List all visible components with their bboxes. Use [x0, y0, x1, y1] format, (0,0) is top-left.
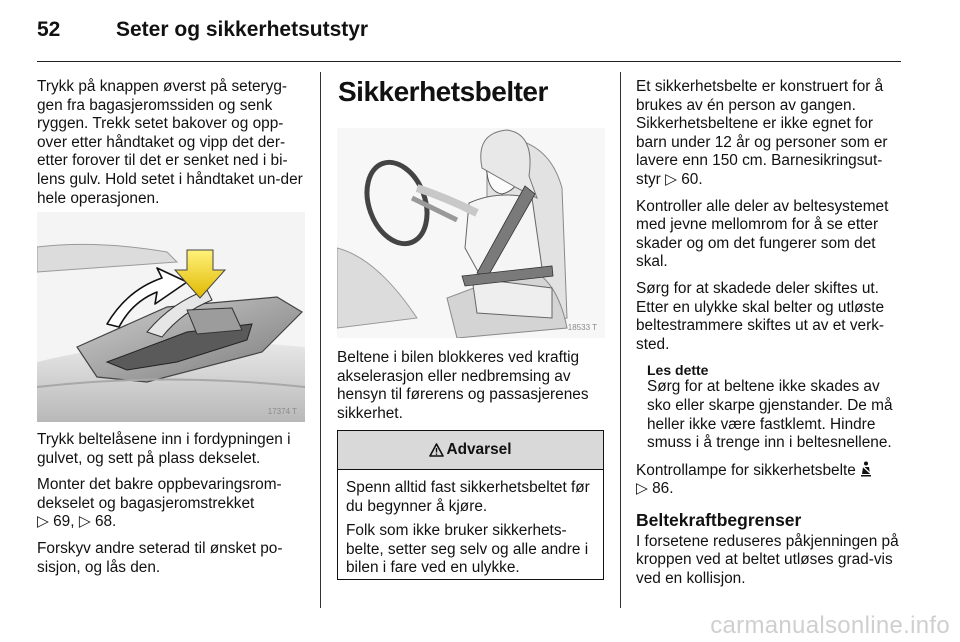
seat-folding-illustration: [37, 212, 305, 422]
column-3-content: [636, 78, 904, 589]
page-reference-icon: ▷: [636, 480, 648, 498]
page-number: 52: [37, 18, 61, 41]
column-2-intro: [337, 349, 605, 423]
seatbelt-warning-icon: [860, 461, 872, 477]
note-box: [636, 362, 904, 452]
indicator-text: Kontrollampe for sikkerhetsbelte: [636, 461, 856, 479]
page-title: Seter og sikkerhetsutstyr: [116, 18, 369, 41]
paragraph-replace-parts: Sørg for at skadede deler skiftes ut. Etter en ulykke skal belter og utløste beltestrammere skiftes ut av et verk-sted.: [636, 279, 885, 353]
note-title: Les dette: [647, 362, 709, 379]
warning-header: [338, 431, 603, 470]
paragraph-indicator: [636, 461, 904, 499]
paragraph-mount-cover: Monter det bakre oppbevaringsrom-dekselet og bagasjeromstrekket ▷ 69, ▷ 68.: [37, 476, 282, 531]
subheading-belt-force-limiter: Beltekraftbegrenser: [636, 509, 802, 530]
mount-cover-text: Monter det bakre oppbevaringsrom-dekselet og bagasjeromstrekket: [37, 476, 282, 512]
page-reference-link[interactable]: 68.: [94, 513, 117, 531]
paragraph-slide-seat: Forskyv andre seterad til ønsket po-sisjon, og lås den.: [37, 539, 283, 576]
belt-design-text: Et sikkerhetsbelte er konstruert for å brukes av én person av gangen. Sikkerhetsbeltene er ikke egnet for barn under 12 år og personer som er lavere enn 150 cm. Barnesikringsut-styr: [636, 78, 888, 188]
warning-triangle-icon: [429, 443, 444, 457]
paragraph-check-system: Kontroller alle deler av beltesystemet med jevne mellomrom for å se etter skader og om det fungerer som det skal.: [636, 197, 889, 271]
page-reference-icon: ▷: [78, 513, 91, 531]
page-reference-icon: ▷: [665, 170, 677, 188]
figure-id-18533: 18533 T: [567, 323, 597, 332]
paragraph-belt-design: [636, 78, 904, 190]
page-reference-link[interactable]: 69: [53, 513, 71, 531]
paragraph-seat-fold: Trykk på knappen øverst på seteryg-gen fra bagasjeromssiden og senk ryggen. Trekk setet bakover og opp-over etter håndtaket og vipp det der-etter forover til det er senket ned i bi-lens gulv. Hold setet i håndtaket un-der hele operasjonen.: [37, 78, 303, 207]
note-text: Sørg for at beltene ikke skades av sko eller skarpe gjenstander. De må heller ikke være fastklemt. Hindre smuss i å trenge inn i beltesnellene.: [647, 378, 893, 452]
paragraph-belt-lock: Beltene i bilen blokkeres ved kraftig akselerasjon eller nedbremsing av hensyn til førerens og passasjerenes sikkerhet.: [337, 349, 589, 422]
column-divider-left: [320, 72, 321, 608]
seatbelt-illustration: [337, 128, 605, 338]
warning-box: [337, 430, 604, 580]
column-1-intro: [37, 78, 305, 208]
column-divider-right: [620, 72, 621, 608]
column-1-instructions: [37, 431, 305, 577]
section-heading-seatbelts: Sikkerhetsbelter: [338, 76, 548, 107]
warning-body: [338, 470, 603, 584]
warning-title: Advarsel: [446, 441, 512, 458]
warning-paragraph-2: Folk som ikke bruker sikkerhets-belte, setter seg selv og alle andre i bilen i fare ved en ulykke.: [346, 522, 589, 577]
warning-paragraph-1: Spenn alltid fast sikkerhetsbeltet før du begynner å kjøre.: [346, 479, 590, 515]
figure-id-17374: 17374 T: [267, 407, 297, 416]
seat-folding-drawing: [37, 212, 305, 422]
page-reference-icon: ▷: [37, 513, 49, 531]
paragraph-force-limiter: I forsetene reduseres påkjenningen på kroppen ved at beltet utløses grad-vis ved en kollisjon.: [636, 532, 899, 588]
seatbelt-drawing: [337, 128, 605, 338]
page-reference-link[interactable]: 60.: [681, 170, 703, 188]
header-divider: [37, 61, 901, 62]
page-reference-link[interactable]: 86.: [652, 480, 674, 498]
watermark: carmanualsonline.info: [710, 612, 950, 639]
paragraph-belt-locks: Trykk beltelåsene inn i fordypningen i gulvet, og sett på plass dekselet.: [37, 431, 291, 467]
